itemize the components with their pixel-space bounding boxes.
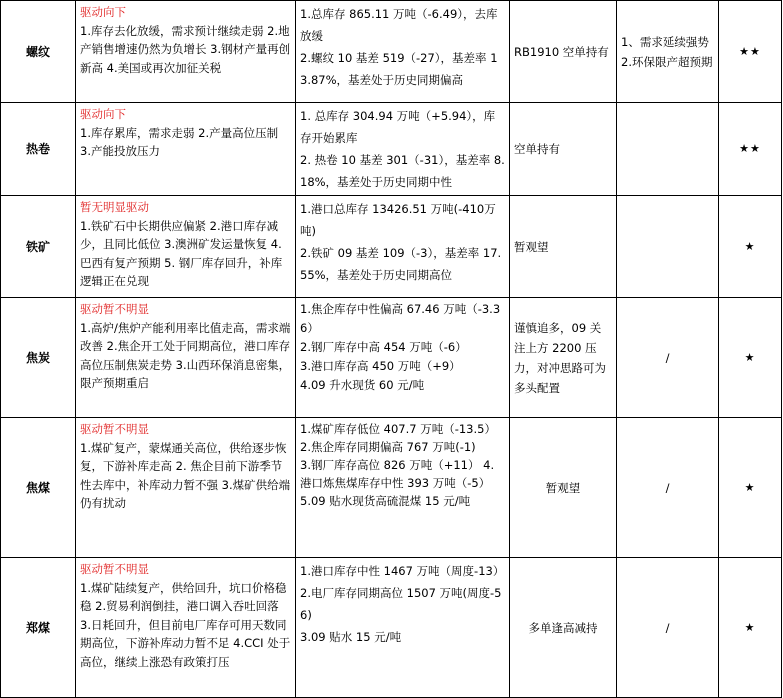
inventory-line: 2.铁矿 09 基差 109（-3），基差率 17.55%，基差处于历史同期高位 (300, 246, 502, 282)
driver-cell (76, 103, 296, 196)
driver-text: 1.库存去化放缓，需求预计继续走弱 2.地产销售增速仍然为负增长 3.钢材产量再创新高 4.美国或再次加征关税 (80, 23, 291, 75)
inventory-cell (296, 103, 510, 196)
commodity-name: 焦炭 (1, 298, 76, 418)
inventory-line: 2.钢厂库存中高 454 万吨（-6） (300, 340, 467, 354)
driver-title: 驱动暂不明显 (80, 302, 149, 316)
table-row (1, 418, 782, 558)
inventory-cell (296, 418, 510, 558)
inventory-line: 1.港口总库存 13426.51 万吨(-410万吨) (300, 202, 496, 238)
driver-text: 1.库存累库，需求走弱 2.产量高位压制 3.产能投放压力 (80, 125, 279, 158)
risk-cell: / (617, 558, 719, 698)
rating-stars: ★ (719, 558, 782, 698)
driver-text: 1.煤矿陆续复产，供给回升，坑口价格稳稳 2.贸易利润倒挂，港口调入吞吐回落 3.日耗回升，但目前电厂库存可用天数同期高位，下游补库动力暂不足 4.CCI 处于高位，继续上涨恐有政策打压 (80, 580, 291, 669)
table-row (1, 1, 782, 103)
inventory-line: 3.09 贴水 15 元/吨 (300, 630, 402, 644)
inventory-line: 1.煤矿库存低位 407.7 万吨（-13.5） (300, 422, 496, 436)
risk-cell: 1、需求延续强势 2.环保限产超预期 (617, 1, 719, 103)
inventory-cell (296, 298, 510, 418)
inventory-line: 1.焦企库存中性偏高 67.46 万吨（-3.36） (300, 302, 501, 335)
driver-text: 1.煤矿复产，蒙煤通关高位，供给逐步恢复，下游补库走高 2. 焦企目前下游季节性去库中，补库动力暂不强 3.煤矿供给端仍有扰动 (80, 440, 291, 510)
strategy-cell: 谨慎追多，09 关注上方 2200 压力，对冲思路可为多头配置 (510, 298, 617, 418)
risk-cell (617, 196, 719, 298)
strategy-cell: 暂观望 (510, 418, 617, 558)
driver-title: 驱动向下 (80, 107, 126, 121)
table-row (1, 103, 782, 196)
driver-title: 驱动暂不明显 (80, 422, 149, 436)
strategy-cell: RB1910 空单持有 (510, 1, 617, 103)
commodity-name: 热卷 (1, 103, 76, 196)
risk-cell: / (617, 298, 719, 418)
driver-title: 驱动向下 (80, 5, 126, 19)
inventory-line: 3.港口库存高 450 万吨（+9） (300, 359, 461, 373)
driver-cell (76, 418, 296, 558)
table-row (1, 558, 782, 698)
strategy-cell: 空单持有 (510, 103, 617, 196)
inventory-line: 2.螺纹 10 基差 519（-27），基差率 13.87%，基差处于历史同期偏高 (300, 51, 498, 87)
driver-cell (76, 298, 296, 418)
driver-title: 驱动暂不明显 (80, 562, 149, 576)
strategy-cell: 多单逢高减持 (510, 558, 617, 698)
rating-stars: ★ (719, 196, 782, 298)
inventory-line: 2. 热卷 10 基差 301（-31），基差率 8.18%，基差处于历史同期中性 (300, 153, 505, 189)
inventory-line: 1.总库存 865.11 万吨（-6.49），去库放缓 (300, 7, 498, 43)
inventory-line: 5.09 贴水现货高硫混煤 15 元/吨 (300, 494, 471, 508)
driver-text: 1.铁矿石中长期供应偏紧 2.港口库存减少，且同比低位 3.澳洲矿发运量恢复 4.巴西有复产预期 5. 钢厂库存回升，补库逻辑正在兑现 (80, 218, 283, 288)
commodity-name: 铁矿 (1, 196, 76, 298)
driver-cell (76, 196, 296, 298)
driver-cell (76, 1, 296, 103)
risk-cell: / (617, 418, 719, 558)
driver-text: 1.高炉/焦炉产能利用率比值走高，需求端改善 2.焦企开工处于同期高位，港口库存高位压制焦炭走势 3.山西环保消息密集，限产预期重启 (80, 320, 291, 390)
commodity-name: 螺纹 (1, 1, 76, 103)
inventory-line: 1.港口库存中性 1467 万吨（周度-13） (300, 564, 505, 578)
table-row (1, 298, 782, 418)
inventory-cell (296, 196, 510, 298)
inventory-line: 3.钢厂库存高位 826 万吨（+11） 4.港口炼焦煤库存中性 393 万吨（-5） (300, 458, 495, 490)
rating-stars: ★★ (719, 103, 782, 196)
inventory-line: 4.09 升水现货 60 元/吨 (300, 378, 425, 392)
rating-stars: ★★ (719, 1, 782, 103)
commodity-name: 郑煤 (1, 558, 76, 698)
risk-cell (617, 103, 719, 196)
inventory-line: 2.焦企库存同期偏高 767 万吨(-1) (300, 440, 476, 454)
rating-stars: ★ (719, 418, 782, 558)
inventory-line: 1. 总库存 304.94 万吨（+5.94），库存开始累库 (300, 109, 496, 145)
commodity-name: 焦煤 (1, 418, 76, 558)
inventory-line: 2.电厂库存同期高位 1507 万吨(周度-56) (300, 586, 502, 622)
rating-stars: ★ (719, 298, 782, 418)
table-row (1, 196, 782, 298)
inventory-cell (296, 558, 510, 698)
inventory-cell (296, 1, 510, 103)
driver-title: 暂无明显驱动 (80, 200, 149, 214)
driver-cell (76, 558, 296, 698)
strategy-cell: 暂观望 (510, 196, 617, 298)
